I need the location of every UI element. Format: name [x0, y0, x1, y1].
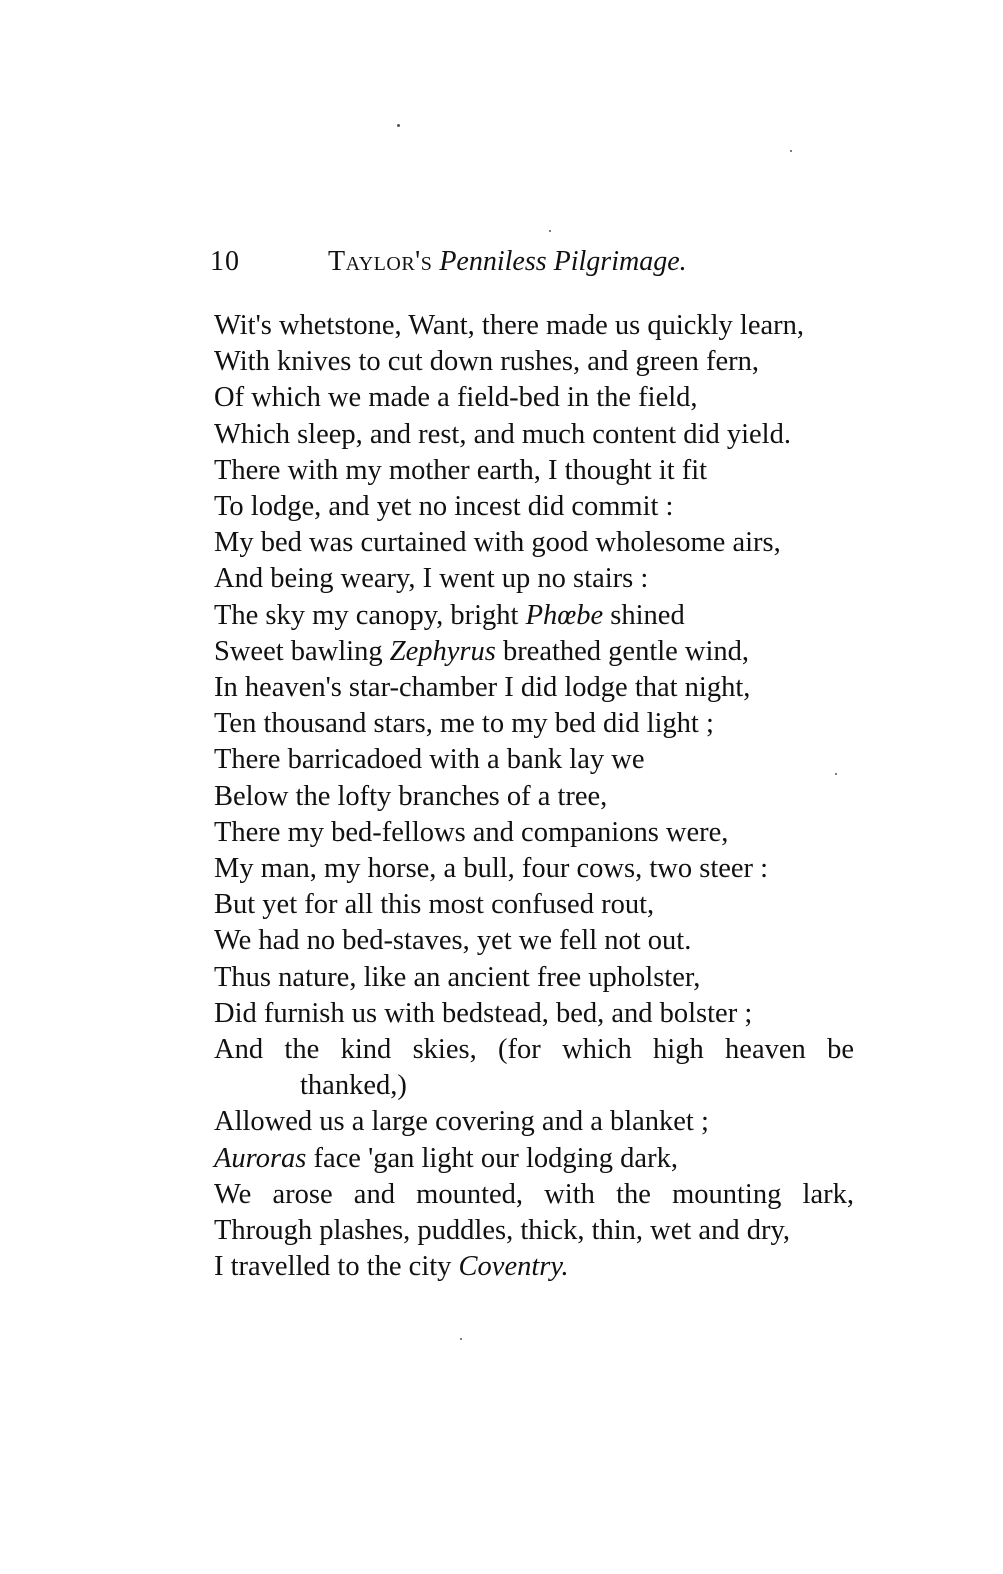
verse-italic-text: Auroras [214, 1142, 307, 1174]
verse-line [214, 380, 874, 416]
verse-line [214, 453, 874, 489]
verse-line [214, 851, 874, 887]
verse-text: Did furnish us with bedstead, bed, and bolster ; [214, 997, 753, 1029]
verse-text: Thus nature, like an ancient free upholster, [214, 961, 701, 993]
verse-line [214, 417, 874, 453]
verse-text: With knives to cut down rushes, and green fern, [214, 346, 759, 378]
verse-text: In heaven's star-chamber I did lodge that night, [214, 672, 751, 704]
verse-text: I travelled to the city [214, 1251, 459, 1283]
running-title-work: Penniless Pilgrimage. [439, 246, 687, 277]
verse-text: The sky my canopy, bright [214, 599, 526, 631]
verse-line [214, 887, 874, 923]
verse-text: My man, my horse, a bull, four cows, two steer : [214, 853, 769, 885]
verse-line [214, 742, 874, 778]
verse-text: My bed was curtained with good wholesome airs, [214, 527, 781, 559]
verse-line [214, 561, 874, 597]
verse-line [214, 670, 874, 706]
verse-text: breathed gentle wind, [495, 635, 750, 667]
verse-text: We had no bed-staves, yet we fell not out. [214, 925, 692, 957]
scan-speck [549, 230, 551, 232]
verse-text: Of which we made a field-bed in the field, [214, 382, 698, 414]
verse-line [214, 706, 874, 742]
verse-text: shined [603, 599, 685, 631]
verse-line [214, 779, 874, 815]
running-head [210, 242, 850, 282]
verse-italic-text: Phœbe [525, 599, 604, 631]
verse-line [214, 1177, 854, 1213]
running-title-author: Taylor's [328, 246, 433, 277]
verse-italic-text: Coventry. [458, 1251, 569, 1283]
verse-text: There with my mother earth, I thought it fit [214, 454, 708, 486]
verse-line [214, 308, 874, 344]
verse-line [214, 1141, 874, 1177]
verse-line [214, 344, 874, 380]
verse-line [214, 1249, 874, 1285]
verse-text: But yet for all this most confused rout, [214, 889, 655, 921]
verse-line [214, 634, 874, 670]
scan-speck [460, 1338, 462, 1340]
verse-text: There my bed-fellows and companions were, [214, 816, 729, 848]
verse-line [214, 598, 874, 634]
verse-line [214, 996, 874, 1032]
verse-line [214, 815, 874, 851]
verse-line [214, 525, 874, 561]
scan-speck [397, 124, 400, 127]
page-number: 10 [210, 246, 240, 277]
verse-text: Allowed us a large covering and a blanket ; [214, 1106, 709, 1138]
verse-line [214, 1213, 874, 1249]
verse-block [214, 308, 874, 1285]
running-title [328, 242, 687, 282]
verse-line [214, 1032, 854, 1068]
verse-line [214, 1068, 874, 1104]
verse-text: Through plashes, puddles, thick, thin, wet and dry, [214, 1215, 790, 1247]
verse-text: Which sleep, and rest, and much content did yield. [214, 418, 791, 450]
verse-text: Ten thousand stars, me to my bed did light ; [214, 708, 714, 740]
verse-text: We arose and mounted, with the mounting lark, [214, 1178, 854, 1210]
verse-text: There barricadoed with a bank lay we [214, 744, 645, 776]
verse-text: Wit's whetstone, Want, there made us quickly learn, [214, 310, 805, 341]
verse-text: Below the lofty branches of a tree, [214, 780, 608, 812]
verse-line [214, 960, 874, 996]
verse-text: face 'gan light our lodging dark, [306, 1142, 678, 1174]
verse-text: And the kind skies, (for which high heaven be [214, 1034, 854, 1066]
scan-speck [790, 150, 792, 152]
verse-text: Sweet bawling [214, 635, 390, 667]
verse-text: To lodge, and yet no incest did commit : [214, 491, 674, 523]
verse-line [214, 1104, 874, 1140]
verse-text: thanked,) [300, 1070, 407, 1102]
verse-line [214, 923, 874, 959]
verse-text: And being weary, I went up no stairs : [214, 563, 649, 595]
verse-italic-text: Zephyrus [389, 635, 496, 667]
verse-line [214, 489, 874, 525]
